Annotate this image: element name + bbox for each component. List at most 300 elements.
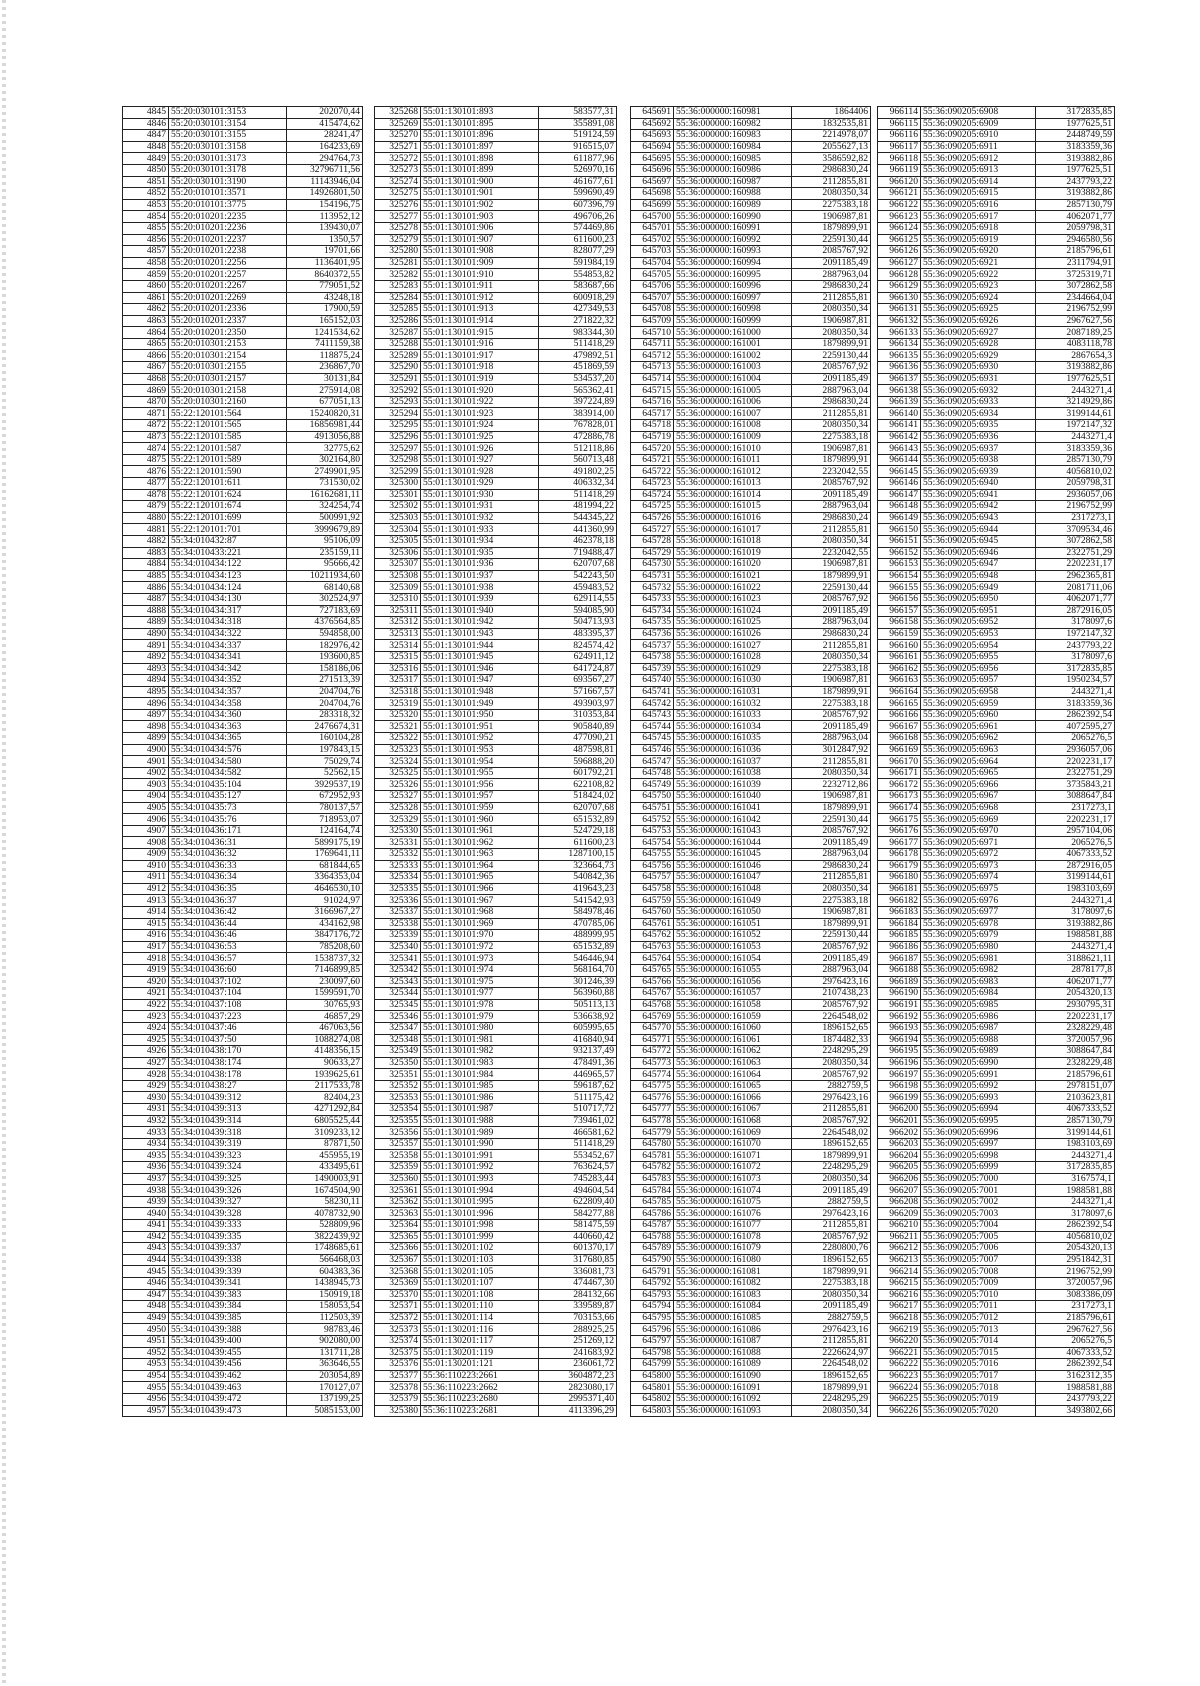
row-number-cell: 966153 bbox=[878, 559, 921, 571]
table-row bbox=[631, 964, 871, 976]
table-row bbox=[123, 1301, 363, 1313]
value-cell: 284132,66 bbox=[539, 1289, 617, 1301]
cadastral-number-cell: 55:01:130101:918 bbox=[421, 362, 539, 374]
value-cell: 2275383,18 bbox=[792, 431, 871, 443]
row-number-cell: 645695 bbox=[631, 153, 674, 165]
table-row bbox=[375, 559, 617, 571]
table-row bbox=[375, 1254, 617, 1266]
table-row bbox=[631, 1150, 871, 1162]
cadastral-number-cell: 55:34:010434:341 bbox=[169, 651, 287, 663]
cadastral-number-cell: 55:36:090205:6924 bbox=[921, 292, 1036, 304]
cadastral-number-cell: 55:36:000000:160998 bbox=[674, 304, 792, 316]
table-row bbox=[631, 860, 871, 872]
row-number-cell: 966149 bbox=[878, 512, 921, 524]
cadastral-number-cell: 55:36:090205:6974 bbox=[921, 872, 1036, 884]
value-cell: 5899175,19 bbox=[287, 837, 363, 849]
table-row bbox=[375, 524, 617, 536]
value-cell: 2264548,02 bbox=[792, 1011, 871, 1023]
table-row bbox=[375, 1405, 617, 1417]
value-cell: 3193882,86 bbox=[1036, 188, 1115, 200]
table-row bbox=[123, 744, 363, 756]
cadastral-number-cell: 55:36:000000:161045 bbox=[674, 849, 792, 861]
value-cell: 1879899,91 bbox=[792, 802, 871, 814]
table-row bbox=[631, 872, 871, 884]
table-row bbox=[123, 825, 363, 837]
row-number-cell: 4924 bbox=[123, 1022, 169, 1034]
table-row bbox=[123, 756, 363, 768]
row-number-cell: 325274 bbox=[375, 176, 421, 188]
cadastral-number-cell: 55:01:130101:937 bbox=[421, 570, 539, 582]
table-row bbox=[375, 1359, 617, 1371]
table-row bbox=[123, 709, 363, 721]
row-number-cell: 4921 bbox=[123, 988, 169, 1000]
table-row bbox=[631, 756, 871, 768]
value-cell: 3999679,89 bbox=[287, 524, 363, 536]
value-cell: 478491,36 bbox=[539, 1057, 617, 1069]
table-row bbox=[878, 709, 1115, 721]
table-row bbox=[631, 721, 871, 733]
table-row bbox=[375, 1127, 617, 1139]
row-number-cell: 325354 bbox=[375, 1104, 421, 1116]
row-number-cell: 325279 bbox=[375, 234, 421, 246]
table-row bbox=[123, 280, 363, 292]
cadastral-number-cell: 55:20:030101:3154 bbox=[169, 118, 287, 130]
table-row bbox=[878, 1173, 1115, 1185]
row-number-cell: 325333 bbox=[375, 860, 421, 872]
row-number-cell: 4898 bbox=[123, 721, 169, 733]
row-number-cell: 325323 bbox=[375, 744, 421, 756]
cadastral-number-cell: 55:01:130101:988 bbox=[421, 1115, 539, 1127]
row-number-cell: 966128 bbox=[878, 269, 921, 281]
table-row bbox=[878, 188, 1115, 200]
cadastral-number-cell: 55:36:000000:161022 bbox=[674, 582, 792, 594]
cadastral-number-cell: 55:36:000000:161018 bbox=[674, 535, 792, 547]
value-cell: 3193882,86 bbox=[1036, 918, 1115, 930]
cadastral-number-cell: 55:34:010434:582 bbox=[169, 767, 287, 779]
value-cell: 11143946,04 bbox=[287, 176, 363, 188]
value-cell: 519124,59 bbox=[539, 130, 617, 142]
value-cell: 139430,07 bbox=[287, 222, 363, 234]
value-cell: 905840,89 bbox=[539, 721, 617, 733]
value-cell: 6805525,44 bbox=[287, 1115, 363, 1127]
row-number-cell: 325375 bbox=[375, 1347, 421, 1359]
table-row bbox=[878, 176, 1115, 188]
table-row bbox=[878, 1266, 1115, 1278]
row-number-cell: 645777 bbox=[631, 1104, 674, 1116]
cadastral-number-cell: 55:36:000000:161074 bbox=[674, 1185, 792, 1197]
row-number-cell: 645747 bbox=[631, 756, 674, 768]
table-row bbox=[375, 176, 617, 188]
value-cell: 1972147,32 bbox=[1036, 628, 1115, 640]
value-cell: 415474,62 bbox=[287, 118, 363, 130]
value-cell: 745283,44 bbox=[539, 1173, 617, 1185]
value-cell: 433495,61 bbox=[287, 1162, 363, 1174]
table-row bbox=[375, 1393, 617, 1405]
row-number-cell: 325314 bbox=[375, 640, 421, 652]
row-number-cell: 645710 bbox=[631, 327, 674, 339]
row-number-cell: 645723 bbox=[631, 478, 674, 490]
value-cell: 672952,93 bbox=[287, 791, 363, 803]
table-row bbox=[123, 118, 363, 130]
value-cell: 2085767,92 bbox=[792, 999, 871, 1011]
cadastral-number-cell: 55:36:090205:6971 bbox=[921, 837, 1036, 849]
cadastral-number-cell: 55:01:130101:966 bbox=[421, 883, 539, 895]
value-cell: 434162,98 bbox=[287, 918, 363, 930]
row-number-cell: 966212 bbox=[878, 1243, 921, 1255]
cadastral-number-cell: 55:36:000000:161070 bbox=[674, 1138, 792, 1150]
table-row bbox=[375, 964, 617, 976]
row-number-cell: 966132 bbox=[878, 315, 921, 327]
table-row bbox=[878, 1312, 1115, 1324]
row-number-cell: 645708 bbox=[631, 304, 674, 316]
table-2 bbox=[374, 106, 617, 1417]
table-row bbox=[123, 1115, 363, 1127]
table-row bbox=[123, 1277, 363, 1289]
cadastral-number-cell: 55:36:000000:161065 bbox=[674, 1080, 792, 1092]
value-cell: 3072862,58 bbox=[1036, 535, 1115, 547]
cadastral-number-cell: 55:34:010439:314 bbox=[169, 1115, 287, 1127]
cadastral-number-cell: 55:01:130101:900 bbox=[421, 176, 539, 188]
table-row bbox=[123, 1289, 363, 1301]
value-cell: 504713,93 bbox=[539, 617, 617, 629]
cadastral-number-cell: 55:36:090205:6941 bbox=[921, 489, 1036, 501]
value-cell: 2112855,81 bbox=[792, 640, 871, 652]
row-number-cell: 4946 bbox=[123, 1277, 169, 1289]
row-number-cell: 4951 bbox=[123, 1335, 169, 1347]
value-cell: 32775,62 bbox=[287, 443, 363, 455]
row-number-cell: 4901 bbox=[123, 756, 169, 768]
table-row bbox=[375, 350, 617, 362]
table-row bbox=[878, 640, 1115, 652]
table-row bbox=[878, 756, 1115, 768]
table-row bbox=[878, 1254, 1115, 1266]
cadastral-number-cell: 55:36:090205:6908 bbox=[921, 107, 1036, 119]
value-cell: 2986830,24 bbox=[792, 396, 871, 408]
table-row bbox=[878, 617, 1115, 629]
value-cell: 4113396,29 bbox=[539, 1405, 617, 1417]
table-row bbox=[631, 1231, 871, 1243]
table-row bbox=[631, 280, 871, 292]
value-cell: 565362,41 bbox=[539, 385, 617, 397]
value-cell: 2091185,49 bbox=[792, 1301, 871, 1313]
row-number-cell: 645711 bbox=[631, 338, 674, 350]
cadastral-number-cell: 55:36:090205:6922 bbox=[921, 269, 1036, 281]
cadastral-number-cell: 55:36:090205:6910 bbox=[921, 130, 1036, 142]
cadastral-number-cell: 55:36:000000:161064 bbox=[674, 1069, 792, 1081]
cadastral-number-cell: 55:34:010438:174 bbox=[169, 1057, 287, 1069]
table-4-body bbox=[878, 107, 1115, 1417]
cadastral-number-cell: 55:36:090205:6950 bbox=[921, 593, 1036, 605]
table-row bbox=[631, 1104, 871, 1116]
table-row bbox=[123, 1069, 363, 1081]
value-cell: 4067333,52 bbox=[1036, 1104, 1115, 1116]
table-row bbox=[375, 1335, 617, 1347]
table-row bbox=[375, 849, 617, 861]
scan-edge-shadow bbox=[2, 0, 6, 1686]
row-number-cell: 645740 bbox=[631, 675, 674, 687]
cadastral-number-cell: 55:34:010434:130 bbox=[169, 593, 287, 605]
row-number-cell: 966130 bbox=[878, 292, 921, 304]
table-row bbox=[123, 698, 363, 710]
cadastral-number-cell: 55:36:090205:7006 bbox=[921, 1243, 1036, 1255]
row-number-cell: 325300 bbox=[375, 478, 421, 490]
row-number-cell: 325367 bbox=[375, 1254, 421, 1266]
cadastral-number-cell: 55:01:130101:952 bbox=[421, 733, 539, 745]
cadastral-number-cell: 55:01:130101:944 bbox=[421, 640, 539, 652]
table-row bbox=[375, 756, 617, 768]
row-number-cell: 645713 bbox=[631, 362, 674, 374]
table-row bbox=[375, 686, 617, 698]
cadastral-number-cell: 55:36:090205:6932 bbox=[921, 385, 1036, 397]
row-number-cell: 4853 bbox=[123, 199, 169, 211]
row-number-cell: 325319 bbox=[375, 698, 421, 710]
table-row bbox=[375, 814, 617, 826]
row-number-cell: 4864 bbox=[123, 327, 169, 339]
row-number-cell: 4874 bbox=[123, 443, 169, 455]
value-cell: 294764,73 bbox=[287, 153, 363, 165]
row-number-cell: 645775 bbox=[631, 1080, 674, 1092]
value-cell: 2065276,5 bbox=[1036, 733, 1115, 745]
cadastral-number-cell: 55:36:000000:161032 bbox=[674, 698, 792, 710]
cadastral-number-cell: 55:36:000000:161054 bbox=[674, 953, 792, 965]
value-cell: 2065276,5 bbox=[1036, 837, 1115, 849]
cadastral-number-cell: 55:36:000000:161067 bbox=[674, 1104, 792, 1116]
value-cell: 271822,32 bbox=[539, 315, 617, 327]
cadastral-number-cell: 55:36:000000:161023 bbox=[674, 593, 792, 605]
row-number-cell: 4954 bbox=[123, 1370, 169, 1382]
table-row bbox=[631, 663, 871, 675]
cadastral-number-cell: 55:36:090205:6970 bbox=[921, 825, 1036, 837]
table-row bbox=[375, 698, 617, 710]
row-number-cell: 645728 bbox=[631, 535, 674, 547]
cadastral-number-cell: 55:01:130101:957 bbox=[421, 791, 539, 803]
row-number-cell: 966223 bbox=[878, 1370, 921, 1382]
value-cell: 2275383,18 bbox=[792, 895, 871, 907]
table-row bbox=[631, 1370, 871, 1382]
cadastral-number-cell: 55:01:130101:939 bbox=[421, 593, 539, 605]
table-row bbox=[375, 234, 617, 246]
cadastral-number-cell: 55:36:090205:6986 bbox=[921, 1011, 1036, 1023]
row-number-cell: 966116 bbox=[878, 130, 921, 142]
row-number-cell: 4915 bbox=[123, 918, 169, 930]
row-number-cell: 325316 bbox=[375, 663, 421, 675]
cadastral-number-cell: 55:22:120101:565 bbox=[169, 420, 287, 432]
row-number-cell: 4926 bbox=[123, 1046, 169, 1058]
table-row bbox=[631, 222, 871, 234]
cadastral-number-cell: 55:01:130101:982 bbox=[421, 1046, 539, 1058]
cadastral-number-cell: 55:36:000000:161011 bbox=[674, 454, 792, 466]
table-row bbox=[631, 257, 871, 269]
cadastral-number-cell: 55:36:090205:6917 bbox=[921, 211, 1036, 223]
table-row bbox=[878, 1069, 1115, 1081]
table-row bbox=[631, 1069, 871, 1081]
table-row bbox=[123, 396, 363, 408]
table-row bbox=[375, 1243, 617, 1255]
cadastral-number-cell: 55:34:010439:473 bbox=[169, 1405, 287, 1417]
cadastral-number-cell: 55:34:010439:326 bbox=[169, 1185, 287, 1197]
row-number-cell: 645705 bbox=[631, 269, 674, 281]
value-cell: 767828,01 bbox=[539, 420, 617, 432]
row-number-cell: 4883 bbox=[123, 547, 169, 559]
cadastral-number-cell: 55:01:130101:946 bbox=[421, 663, 539, 675]
value-cell: 2202231,17 bbox=[1036, 814, 1115, 826]
cadastral-number-cell: 55:01:130101:961 bbox=[421, 825, 539, 837]
row-number-cell: 4905 bbox=[123, 802, 169, 814]
cadastral-number-cell: 55:34:010436:53 bbox=[169, 941, 287, 953]
value-cell: 2185796,61 bbox=[1036, 1069, 1115, 1081]
cadastral-number-cell: 55:36:090205:6979 bbox=[921, 930, 1036, 942]
table-row bbox=[631, 385, 871, 397]
row-number-cell: 325332 bbox=[375, 849, 421, 861]
row-number-cell: 325359 bbox=[375, 1162, 421, 1174]
value-cell: 2957104,06 bbox=[1036, 825, 1115, 837]
row-number-cell: 325353 bbox=[375, 1092, 421, 1104]
row-number-cell: 4925 bbox=[123, 1034, 169, 1046]
table-row bbox=[878, 559, 1115, 571]
value-cell: 95106,09 bbox=[287, 535, 363, 547]
value-cell: 419643,23 bbox=[539, 883, 617, 895]
cadastral-number-cell: 55:34:010437:46 bbox=[169, 1022, 287, 1034]
value-cell: 2087189,25 bbox=[1036, 327, 1115, 339]
table-row bbox=[123, 941, 363, 953]
value-cell: 528809,96 bbox=[287, 1220, 363, 1232]
table-row bbox=[631, 559, 871, 571]
table-row bbox=[878, 1034, 1115, 1046]
table-row bbox=[375, 547, 617, 559]
row-number-cell: 325288 bbox=[375, 338, 421, 350]
table-3 bbox=[630, 106, 871, 1417]
table-row bbox=[631, 1092, 871, 1104]
cadastral-number-cell: 55:36:090205:6954 bbox=[921, 640, 1036, 652]
row-number-cell: 4880 bbox=[123, 512, 169, 524]
table-row bbox=[123, 350, 363, 362]
cadastral-number-cell: 55:36:090205:6985 bbox=[921, 999, 1036, 1011]
row-number-cell: 645767 bbox=[631, 988, 674, 1000]
table-row bbox=[375, 257, 617, 269]
table-row bbox=[375, 733, 617, 745]
row-number-cell: 325338 bbox=[375, 918, 421, 930]
value-cell: 541542,93 bbox=[539, 895, 617, 907]
row-number-cell: 4861 bbox=[123, 292, 169, 304]
row-number-cell: 4936 bbox=[123, 1162, 169, 1174]
cadastral-number-cell: 55:36:090205:6988 bbox=[921, 1034, 1036, 1046]
table-row bbox=[878, 246, 1115, 258]
cadastral-number-cell: 55:01:130101:934 bbox=[421, 535, 539, 547]
value-cell: 1906987,81 bbox=[792, 443, 871, 455]
row-number-cell: 4870 bbox=[123, 396, 169, 408]
cadastral-number-cell: 55:20:010301:2154 bbox=[169, 350, 287, 362]
row-number-cell: 645759 bbox=[631, 895, 674, 907]
row-number-cell: 325285 bbox=[375, 304, 421, 316]
cadastral-number-cell: 55:36:000000:160997 bbox=[674, 292, 792, 304]
row-number-cell: 325349 bbox=[375, 1046, 421, 1058]
table-row bbox=[631, 373, 871, 385]
table-row bbox=[123, 222, 363, 234]
row-number-cell: 966206 bbox=[878, 1173, 921, 1185]
table-row bbox=[375, 489, 617, 501]
table-row bbox=[123, 721, 363, 733]
value-cell: 310353,84 bbox=[539, 709, 617, 721]
value-cell: 566468,03 bbox=[287, 1254, 363, 1266]
value-cell: 2887963,04 bbox=[792, 849, 871, 861]
value-cell: 511418,29 bbox=[539, 489, 617, 501]
cadastral-number-cell: 55:36:090205:6921 bbox=[921, 257, 1036, 269]
value-cell: 1438945,73 bbox=[287, 1277, 363, 1289]
cadastral-number-cell: 55:01:130101:955 bbox=[421, 767, 539, 779]
table-row bbox=[878, 396, 1115, 408]
cadastral-number-cell: 55:36:000000:161033 bbox=[674, 709, 792, 721]
cadastral-number-cell: 55:36:000000:161003 bbox=[674, 362, 792, 374]
value-cell: 32796711,56 bbox=[287, 164, 363, 176]
cadastral-number-cell: 55:36:090205:6952 bbox=[921, 617, 1036, 629]
value-cell: 505113,13 bbox=[539, 999, 617, 1011]
value-cell: 600918,29 bbox=[539, 292, 617, 304]
cadastral-number-cell: 55:01:130101:948 bbox=[421, 686, 539, 698]
table-row bbox=[375, 1069, 617, 1081]
table-row bbox=[123, 675, 363, 687]
table-row bbox=[123, 1185, 363, 1197]
value-cell: 1879899,91 bbox=[792, 570, 871, 582]
value-cell: 2080350,34 bbox=[792, 1405, 871, 1417]
cadastral-number-cell: 55:34:010435:73 bbox=[169, 802, 287, 814]
cadastral-number-cell: 55:01:130101:932 bbox=[421, 512, 539, 524]
cadastral-number-cell: 55:34:010439:383 bbox=[169, 1289, 287, 1301]
row-number-cell: 966172 bbox=[878, 779, 921, 791]
table-row bbox=[123, 663, 363, 675]
value-cell: 511418,29 bbox=[539, 1138, 617, 1150]
value-cell: 137199,25 bbox=[287, 1393, 363, 1405]
cadastral-number-cell: 55:36:090205:6978 bbox=[921, 918, 1036, 930]
cadastral-number-cell: 55:01:130101:990 bbox=[421, 1138, 539, 1150]
cadastral-number-cell: 55:34:010436:171 bbox=[169, 825, 287, 837]
value-cell: 4376564,85 bbox=[287, 617, 363, 629]
row-number-cell: 645761 bbox=[631, 918, 674, 930]
row-number-cell: 4906 bbox=[123, 814, 169, 826]
table-row bbox=[375, 709, 617, 721]
table-row bbox=[631, 130, 871, 142]
table-row bbox=[631, 1405, 871, 1417]
cadastral-number-cell: 55:20:010301:2153 bbox=[169, 338, 287, 350]
row-number-cell: 4893 bbox=[123, 663, 169, 675]
value-cell: 124164,74 bbox=[287, 825, 363, 837]
cadastral-number-cell: 55:36:000000:161084 bbox=[674, 1301, 792, 1313]
cadastral-number-cell: 55:01:130101:897 bbox=[421, 141, 539, 153]
table-row bbox=[878, 350, 1115, 362]
cadastral-number-cell: 55:36:000000:161058 bbox=[674, 999, 792, 1011]
value-cell: 596187,62 bbox=[539, 1080, 617, 1092]
row-number-cell: 966121 bbox=[878, 188, 921, 200]
row-number-cell: 4846 bbox=[123, 118, 169, 130]
value-cell: 3586592,82 bbox=[792, 153, 871, 165]
value-cell: 17900,59 bbox=[287, 304, 363, 316]
value-cell: 477090,21 bbox=[539, 733, 617, 745]
table-row bbox=[375, 141, 617, 153]
value-cell: 158186,06 bbox=[287, 663, 363, 675]
cadastral-number-cell: 55:36:000000:161076 bbox=[674, 1208, 792, 1220]
cadastral-number-cell: 55:34:010436:46 bbox=[169, 930, 287, 942]
value-cell: 3178097,6 bbox=[1036, 651, 1115, 663]
table-row bbox=[123, 431, 363, 443]
row-number-cell: 4869 bbox=[123, 385, 169, 397]
table-row bbox=[123, 1347, 363, 1359]
cadastral-number-cell: 55:36:090205:6911 bbox=[921, 141, 1036, 153]
cadastral-number-cell: 55:34:010439:335 bbox=[169, 1231, 287, 1243]
row-number-cell: 645791 bbox=[631, 1266, 674, 1278]
row-number-cell: 325376 bbox=[375, 1359, 421, 1371]
row-number-cell: 966115 bbox=[878, 118, 921, 130]
row-number-cell: 966216 bbox=[878, 1289, 921, 1301]
cadastral-number-cell: 55:36:090205:6963 bbox=[921, 744, 1036, 756]
